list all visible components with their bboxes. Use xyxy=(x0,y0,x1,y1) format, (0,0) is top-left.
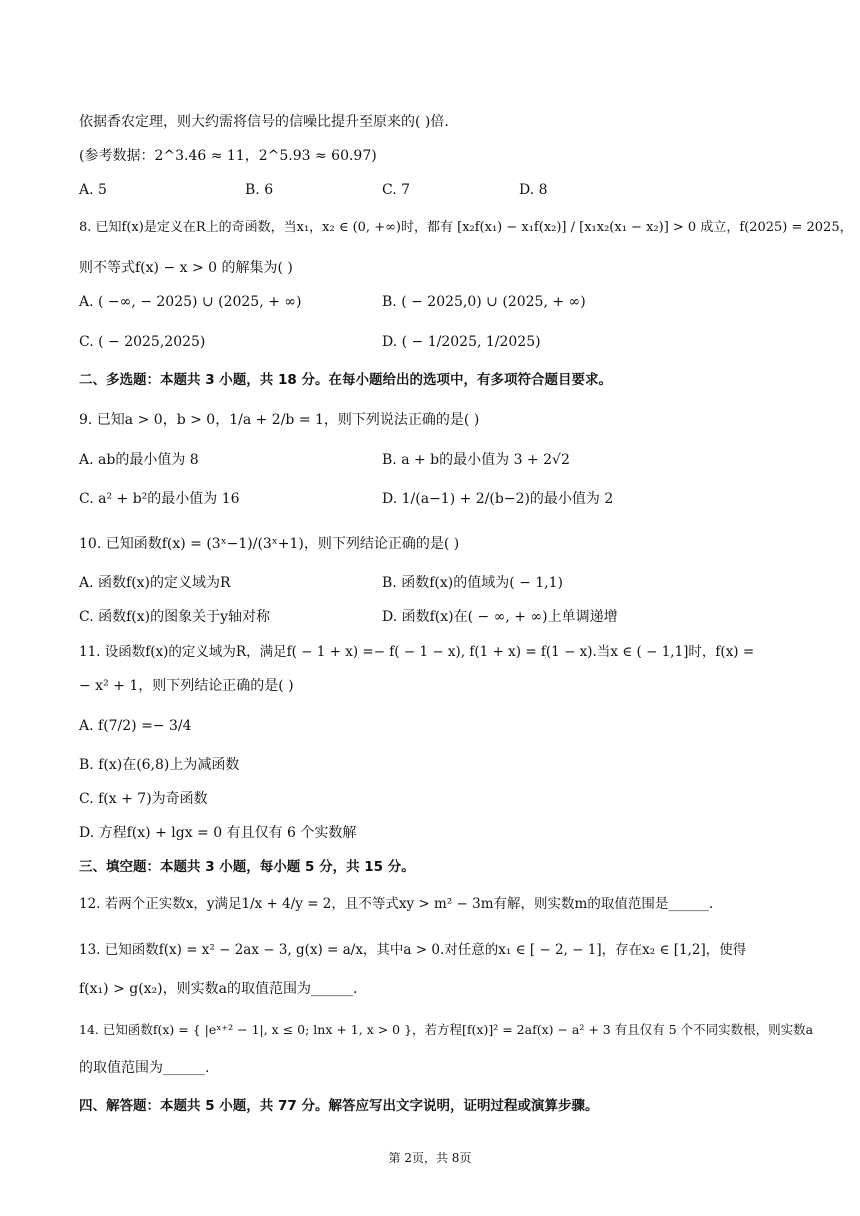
q9-option-a: A. ab的最小值为 8 xyxy=(79,452,199,468)
q9-option-b: B. a + b的最小值为 3 + 2√2 xyxy=(382,452,570,468)
q10-option-c: C. 函数f(x)的图象关于y轴对称 xyxy=(79,609,271,625)
q11-option-c: C. f(x + 7)为奇函数 xyxy=(79,791,208,807)
question-8: 8. 已知f(x)是定义在R上的奇函数，当x₁，x₂ ∈ (0, +∞)时，都有 [x₂f(x₁) − x₁f(x₂)] / [x₁x₂(x₁ − x₂)] > 0 成立，f(2025) = 2025， xyxy=(79,220,853,235)
question-12: 12. 若两个正实数x，y满足1/x + 4/y = 2，且不等式xy > m² − 3m有解，则实数m的取值范围是______. xyxy=(79,896,714,912)
reference-data: (参考数据：2^3.46 ≈ 11，2^5.93 ≈ 60.97) xyxy=(79,148,377,164)
q9-option-c: C. a² + b²的最小值为 16 xyxy=(79,491,240,507)
question-9: 9. 已知a > 0，b > 0，1/a + 2/b = 1，则下列说法正确的是( ) xyxy=(79,412,480,428)
question-14-cont: 的取值范围为______. xyxy=(79,1060,210,1076)
q8-option-d: D. ( − 1/2025, 1/2025) xyxy=(382,334,541,350)
q11-option-b: B. f(x)在(6,8)上为减函数 xyxy=(79,757,240,773)
q8-option-a: A. ( −∞, − 2025) ∪ (2025, + ∞) xyxy=(79,294,302,310)
q10-option-a: A. 函数f(x)的定义域为R xyxy=(79,575,231,591)
question-10: 10. 已知函数f(x) = (3ˣ−1)/(3ˣ+1)，则下列结论正确的是( ) xyxy=(79,536,460,552)
q8-option-c: C. ( − 2025,2025) xyxy=(79,334,206,350)
section-heading-3: 三、填空题：本题共 3 小题，每小题 5 分，共 15 分。 xyxy=(79,859,415,875)
section-heading-4: 四、解答题：本题共 5 小题，共 77 分。解答应写出文字说明，证明过程或演算步骤。 xyxy=(79,1098,599,1114)
question-13-cont: f(x₁) > g(x₂)，则实数a的取值范围为______. xyxy=(79,981,358,997)
text-line: 依据香农定理，则大约需将信号的信噪比提升至原来的( )倍. xyxy=(79,114,449,130)
q7-option-c: C. 7 xyxy=(382,182,411,198)
question-8-cont: 则不等式f(x) − x > 0 的解集为( ) xyxy=(79,260,293,276)
page-number: 第 2页，共 8页 xyxy=(388,1151,472,1165)
question-14: 14. 已知函数f(x) = { |eˣ⁺² − 1|, x ≤ 0; lnx + 1, x > 0 }，若方程[f(x)]² = 2af(x) − a² + 3 有且仅有 5 个不同实数根，则实数a xyxy=(79,1022,814,1037)
q8-option-b: B. ( − 2025,0) ∪ (2025, + ∞) xyxy=(382,294,586,310)
q10-option-d: D. 函数f(x)在( − ∞, + ∞)上单调递增 xyxy=(382,609,618,625)
q7-option-b: B. 6 xyxy=(245,182,274,198)
q11-option-a: A. f(7/2) =− 3/4 xyxy=(79,718,192,734)
question-11-cont: − x² + 1，则下列结论正确的是( ) xyxy=(79,678,294,694)
question-13: 13. 已知函数f(x) = x² − 2ax − 3, g(x) = a/x，其中a > 0.对任意的x₁ ∈ [ − 2, − 1]，存在x₂ ∈ [1,2]，使得 xyxy=(79,942,747,958)
q7-option-a: A. 5 xyxy=(79,182,107,198)
section-heading-2: 二、多选题：本题共 3 小题，共 18 分。在每小题给出的选项中，有多项符合题目要求。 xyxy=(79,372,612,388)
q9-option-d: D. 1/(a−1) + 2/(b−2)的最小值为 2 xyxy=(382,491,614,507)
question-11: 11. 设函数f(x)的定义域为R，满足f( − 1 + x) =− f( − 1 − x), f(1 + x) = f(1 − x).当x ∈ ( − 1,1]时，f(x) = xyxy=(79,644,755,660)
q7-option-d: D. 8 xyxy=(519,182,548,198)
q10-option-b: B. 函数f(x)的值域为( − 1,1) xyxy=(382,575,564,591)
q11-option-d: D. 方程f(x) + lgx = 0 有且仅有 6 个实数解 xyxy=(79,825,357,841)
